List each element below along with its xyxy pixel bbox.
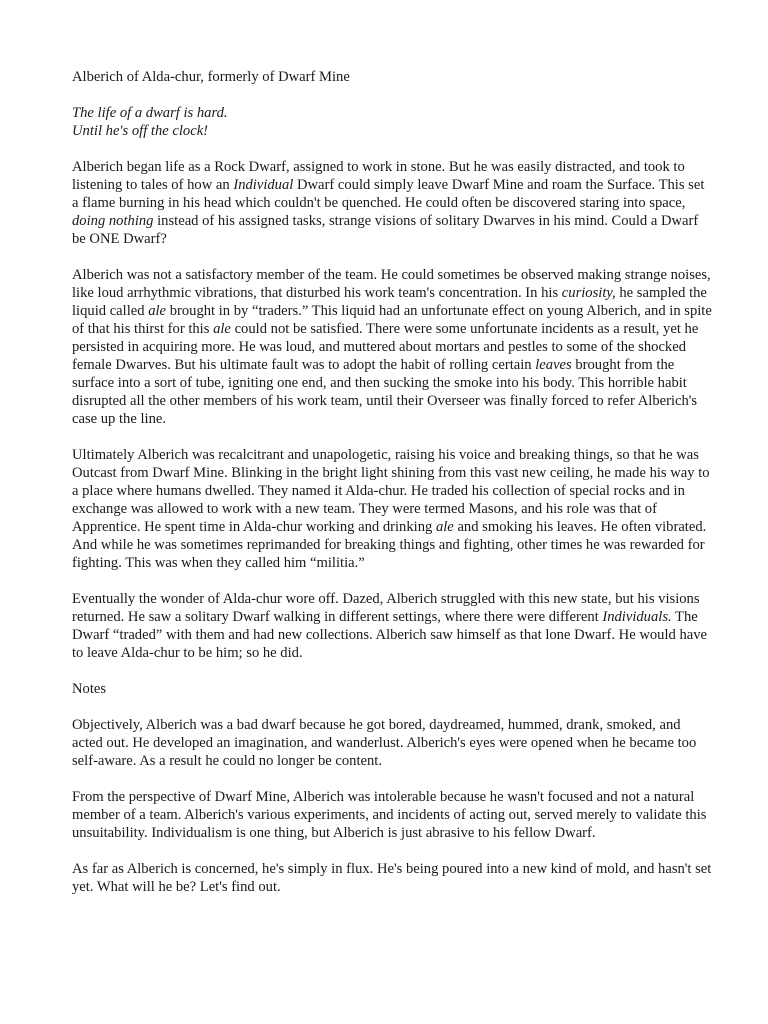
emphasis-curiosity: curiosity, bbox=[561, 285, 616, 301]
text-run: Alberich was not a satisfactory member of the team. He could sometimes be observed making strange noises, like loud arrhythmic vibrations, that disturbed his work team's concentration. In his bbox=[72, 267, 711, 301]
tagline-line-2: Until he's off the clock! bbox=[72, 123, 209, 139]
tagline bbox=[72, 104, 712, 140]
emphasis-leaves: leaves bbox=[535, 357, 572, 373]
text-run: brought from the surface into a sort of tube, igniting one end, and then sucking the smoke into his body. This horrible habit disrupted all the other members of his work team, until their Overseer was finally forced to refer Alberich's case up the line. bbox=[72, 357, 698, 427]
text-run: he sampled the liquid called bbox=[72, 285, 707, 319]
notes-paragraph-3: As far as Alberich is concerned, he's simply in flux. He's being poured into a new kind of mold, and hasn't set yet. What will he be? Let's find out. bbox=[72, 861, 712, 895]
emphasis-ale: ale bbox=[148, 303, 167, 319]
text-run: Alberich began life as a Rock Dwarf, assigned to work in stone. But he was easily distracted, and took to listening to tales of how an bbox=[72, 159, 685, 193]
notes-paragraph-1: Objectively, Alberich was a bad dwarf because he got bored, daydreamed, hummed, drank, smoked, and acted out. He developed an imagination, and wanderlust. Alberich's eyes were opened when he became too self-aware. As a result he could no longer be content. bbox=[72, 717, 697, 769]
text-run: The Dwarf “traded” with them and had new collections. Alberich saw himself as that lone Dwarf. He would have to leave Alda-chur to be him; so he did. bbox=[72, 609, 708, 661]
paragraph-1 bbox=[72, 158, 712, 248]
notes-paragraph-2: From the perspective of Dwarf Mine, Alberich was intolerable because he wasn't focused and not a natural member of a team. Alberich's various experiments, and incidents of acting out, served merely to validate this unsuitability. Individualism is one thing, but Alberich is just abrasive to his fellow Dwarf. bbox=[72, 789, 707, 841]
emphasis-individual: Individual bbox=[233, 177, 294, 193]
text-run: Ultimately Alberich was recalcitrant and unapologetic, raising his voice and breaking things, so that he was Outcast from Dwarf Mine. Blinking in the bright light shining from this vast new ceiling, he made his way to a place where humans dwelled. They named it Alda-chur. He traded his collection of special rocks and in exchange was allowed to work with a new team. They were termed Masons, and his role was that of Apprentice. He spent time in Alda-chur working and drinking bbox=[72, 447, 710, 535]
text-run: brought in by “traders.” This liquid had an unfortunate effect on young Alberich, and in spite of that his thirst for this bbox=[72, 303, 712, 337]
paragraph-3 bbox=[72, 446, 712, 572]
notes-heading: Notes bbox=[72, 681, 107, 697]
text-run: and smoking his leaves. He often vibrated. And while he was sometimes reprimanded for breaking things and fighting, other times he was rewarded for fighting. This was when they called him “militia.” bbox=[72, 519, 707, 571]
emphasis-individuals: Individuals. bbox=[602, 609, 672, 625]
emphasis-ale: ale bbox=[435, 519, 454, 535]
paragraph-4 bbox=[72, 590, 712, 662]
text-run: could not be satisfied. There were some unfortunate incidents as a result, yet he persisted in acquiring more. He was loud, and muttered about mortars and pestles to some of the shocked female Dwarves. But his ultimate fault was to adopt the habit of rolling certain bbox=[72, 321, 699, 373]
document-page bbox=[72, 68, 712, 914]
tagline-line-1: The life of a dwarf is hard. bbox=[72, 105, 228, 121]
text-run: Eventually the wonder of Alda-chur wore off. Dazed, Alberich struggled with this new state, but his visions returned. He saw a solitary Dwarf walking in different settings, where there were different bbox=[72, 591, 700, 625]
emphasis-ale: ale bbox=[213, 321, 231, 337]
paragraph-2 bbox=[72, 266, 712, 428]
document-title: Alberich of Alda-chur, formerly of Dwarf Mine bbox=[72, 69, 350, 85]
text-run: instead of his assigned tasks, strange visions of solitary Dwarves in his mind. Could a Dwarf be ONE Dwarf? bbox=[72, 213, 699, 247]
emphasis-doing-nothing: doing nothing bbox=[72, 213, 154, 229]
text-run: Dwarf could simply leave Dwarf Mine and roam the Surface. This set a flame burning in his head which couldn't be quenched. He could often be discovered staring into space, bbox=[72, 177, 705, 211]
